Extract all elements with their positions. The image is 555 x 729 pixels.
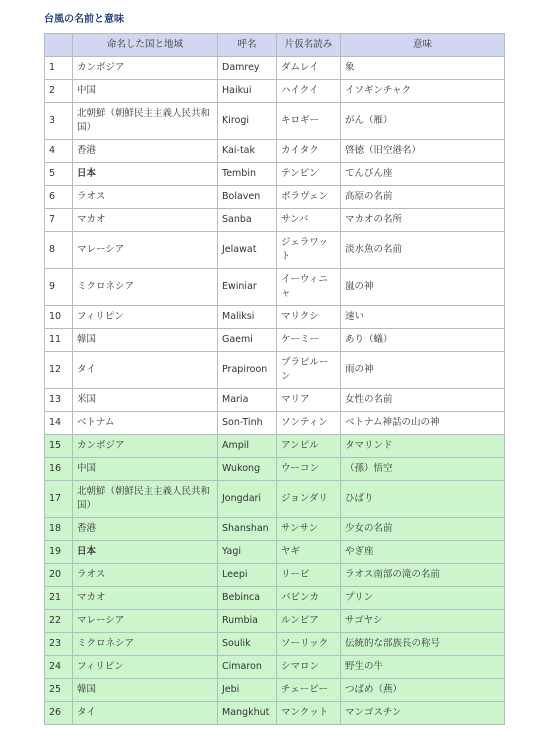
cell-no: 18: [45, 518, 73, 541]
header-meaning: 意味: [341, 34, 505, 57]
table-row: [45, 209, 505, 232]
cell-country: 北朝鮮（朝鮮民主主義人民共和国）: [73, 481, 218, 518]
table-row: [45, 587, 505, 610]
table-row: [45, 633, 505, 656]
cell-meaning: がん（雁）: [341, 103, 505, 140]
cell-name: Mangkhut: [218, 702, 277, 725]
table-row: [45, 57, 505, 80]
table-row: [45, 656, 505, 679]
table-row: [45, 306, 505, 329]
cell-meaning: 野生の牛: [341, 656, 505, 679]
cell-meaning: てんびん座: [341, 163, 505, 186]
table-row: [45, 564, 505, 587]
cell-country: ミクロネシア: [73, 269, 218, 306]
cell-name: Rumbia: [218, 610, 277, 633]
cell-meaning: （孫）悟空: [341, 458, 505, 481]
header-country: 命名した国と地域: [73, 34, 218, 57]
cell-name: Haikui: [218, 80, 277, 103]
cell-name: Jongdari: [218, 481, 277, 518]
cell-kana: サンバ: [277, 209, 341, 232]
cell-kana: ヤギ: [277, 541, 341, 564]
cell-no: 2: [45, 80, 73, 103]
cell-kana: バビンカ: [277, 587, 341, 610]
cell-no: 11: [45, 329, 73, 352]
table-row: [45, 435, 505, 458]
cell-meaning: 伝統的な部族長の称号: [341, 633, 505, 656]
cell-meaning: 高原の名前: [341, 186, 505, 209]
cell-country: タイ: [73, 702, 218, 725]
header-name: 呼名: [218, 34, 277, 57]
table-row: [45, 80, 505, 103]
cell-no: 23: [45, 633, 73, 656]
cell-kana: マリア: [277, 389, 341, 412]
cell-kana: ソンティン: [277, 412, 341, 435]
cell-meaning: 嵐の神: [341, 269, 505, 306]
cell-meaning: やぎ座: [341, 541, 505, 564]
cell-no: 26: [45, 702, 73, 725]
cell-country: ラオス: [73, 564, 218, 587]
table-row: [45, 412, 505, 435]
cell-name: Son-Tinh: [218, 412, 277, 435]
cell-kana: ソーリック: [277, 633, 341, 656]
table-row: [45, 140, 505, 163]
cell-meaning: つばめ（燕）: [341, 679, 505, 702]
cell-country: ラオス: [73, 186, 218, 209]
cell-name: Shanshan: [218, 518, 277, 541]
cell-no: 25: [45, 679, 73, 702]
cell-name: Jelawat: [218, 232, 277, 269]
cell-kana: ボラヴェン: [277, 186, 341, 209]
cell-name: Bolaven: [218, 186, 277, 209]
cell-kana: カイタク: [277, 140, 341, 163]
cell-kana: ダムレイ: [277, 57, 341, 80]
cell-no: 7: [45, 209, 73, 232]
cell-name: Jebi: [218, 679, 277, 702]
cell-kana: ジョンダリ: [277, 481, 341, 518]
cell-no: 20: [45, 564, 73, 587]
table-row: [45, 518, 505, 541]
header-no: [45, 34, 73, 57]
cell-kana: ジェラワット: [277, 232, 341, 269]
cell-no: 10: [45, 306, 73, 329]
cell-name: Kai-tak: [218, 140, 277, 163]
table-row: [45, 329, 505, 352]
cell-name: Bebinca: [218, 587, 277, 610]
cell-no: 14: [45, 412, 73, 435]
cell-no: 6: [45, 186, 73, 209]
cell-meaning: イソギンチャク: [341, 80, 505, 103]
cell-country: フィリピン: [73, 306, 218, 329]
cell-kana: ハイクイ: [277, 80, 341, 103]
cell-country: マレーシア: [73, 232, 218, 269]
cell-meaning: 雨の神: [341, 352, 505, 389]
table-row: [45, 269, 505, 306]
cell-kana: シマロン: [277, 656, 341, 679]
cell-name: Gaemi: [218, 329, 277, 352]
cell-name: Damrey: [218, 57, 277, 80]
cell-no: 1: [45, 57, 73, 80]
cell-kana: ウーコン: [277, 458, 341, 481]
cell-country: 日本: [73, 163, 218, 186]
cell-kana: リービ: [277, 564, 341, 587]
cell-meaning: 女性の名前: [341, 389, 505, 412]
cell-kana: ルンビア: [277, 610, 341, 633]
table-row: [45, 352, 505, 389]
cell-country: マレーシア: [73, 610, 218, 633]
cell-no: 13: [45, 389, 73, 412]
cell-name: Soulik: [218, 633, 277, 656]
cell-kana: テンビン: [277, 163, 341, 186]
cell-name: Yagi: [218, 541, 277, 564]
cell-kana: アンピル: [277, 435, 341, 458]
cell-meaning: プリン: [341, 587, 505, 610]
cell-kana: サンサン: [277, 518, 341, 541]
cell-meaning: 少女の名前: [341, 518, 505, 541]
cell-country: ミクロネシア: [73, 633, 218, 656]
cell-meaning: あり（蟻）: [341, 329, 505, 352]
cell-no: 8: [45, 232, 73, 269]
cell-country: フィリピン: [73, 656, 218, 679]
cell-name: Leepi: [218, 564, 277, 587]
table-row: [45, 186, 505, 209]
cell-no: 17: [45, 481, 73, 518]
cell-country: カンボジア: [73, 57, 218, 80]
cell-no: 19: [45, 541, 73, 564]
cell-no: 24: [45, 656, 73, 679]
cell-name: Maria: [218, 389, 277, 412]
cell-meaning: 淡水魚の名前: [341, 232, 505, 269]
cell-no: 5: [45, 163, 73, 186]
cell-country: タイ: [73, 352, 218, 389]
cell-meaning: サゴヤシ: [341, 610, 505, 633]
typhoon-names-table: [44, 33, 505, 725]
table-row: [45, 481, 505, 518]
cell-no: 16: [45, 458, 73, 481]
cell-kana: マリクシ: [277, 306, 341, 329]
cell-country: 中国: [73, 458, 218, 481]
cell-country: カンボジア: [73, 435, 218, 458]
cell-country: ベトナム: [73, 412, 218, 435]
cell-country: 香港: [73, 140, 218, 163]
cell-meaning: マンゴスチン: [341, 702, 505, 725]
cell-name: Cimaron: [218, 656, 277, 679]
cell-name: Ewiniar: [218, 269, 277, 306]
cell-name: Sanba: [218, 209, 277, 232]
table-row: [45, 679, 505, 702]
cell-no: 21: [45, 587, 73, 610]
cell-kana: イーウィニャ: [277, 269, 341, 306]
cell-name: Kirogi: [218, 103, 277, 140]
header-kana: 片仮名読み: [277, 34, 341, 57]
cell-kana: マンクット: [277, 702, 341, 725]
table-row: [45, 163, 505, 186]
cell-name: Maliksi: [218, 306, 277, 329]
cell-no: 15: [45, 435, 73, 458]
cell-meaning: 象: [341, 57, 505, 80]
cell-meaning: 速い: [341, 306, 505, 329]
table-header-row: [45, 34, 505, 57]
cell-country: 日本: [73, 541, 218, 564]
cell-kana: プラピルーン: [277, 352, 341, 389]
cell-meaning: マカオの名所: [341, 209, 505, 232]
cell-country: 韓国: [73, 329, 218, 352]
cell-name: Wukong: [218, 458, 277, 481]
table-row: [45, 389, 505, 412]
cell-country: 韓国: [73, 679, 218, 702]
cell-kana: チェービー: [277, 679, 341, 702]
table-row: [45, 232, 505, 269]
cell-name: Tembin: [218, 163, 277, 186]
cell-country: マカオ: [73, 587, 218, 610]
table-row: [45, 541, 505, 564]
cell-no: 22: [45, 610, 73, 633]
cell-country: 米国: [73, 389, 218, 412]
table-body: [45, 57, 505, 725]
table-row: [45, 458, 505, 481]
page-title: 台風の名前と意味: [44, 14, 124, 25]
cell-kana: キロギー: [277, 103, 341, 140]
cell-country: マカオ: [73, 209, 218, 232]
cell-country: 香港: [73, 518, 218, 541]
cell-meaning: タマリンド: [341, 435, 505, 458]
table-row: [45, 702, 505, 725]
cell-no: 3: [45, 103, 73, 140]
cell-no: 4: [45, 140, 73, 163]
cell-no: 12: [45, 352, 73, 389]
cell-country: 中国: [73, 80, 218, 103]
cell-meaning: 啓徳（旧空港名）: [341, 140, 505, 163]
cell-name: Prapiroon: [218, 352, 277, 389]
table-row: [45, 103, 505, 140]
cell-meaning: ベトナム神話の山の神: [341, 412, 505, 435]
cell-country: 北朝鮮（朝鮮民主主義人民共和国）: [73, 103, 218, 140]
cell-meaning: ひばり: [341, 481, 505, 518]
cell-kana: ケーミー: [277, 329, 341, 352]
cell-meaning: ラオス南部の滝の名前: [341, 564, 505, 587]
table-row: [45, 610, 505, 633]
cell-name: Ampil: [218, 435, 277, 458]
cell-no: 9: [45, 269, 73, 306]
